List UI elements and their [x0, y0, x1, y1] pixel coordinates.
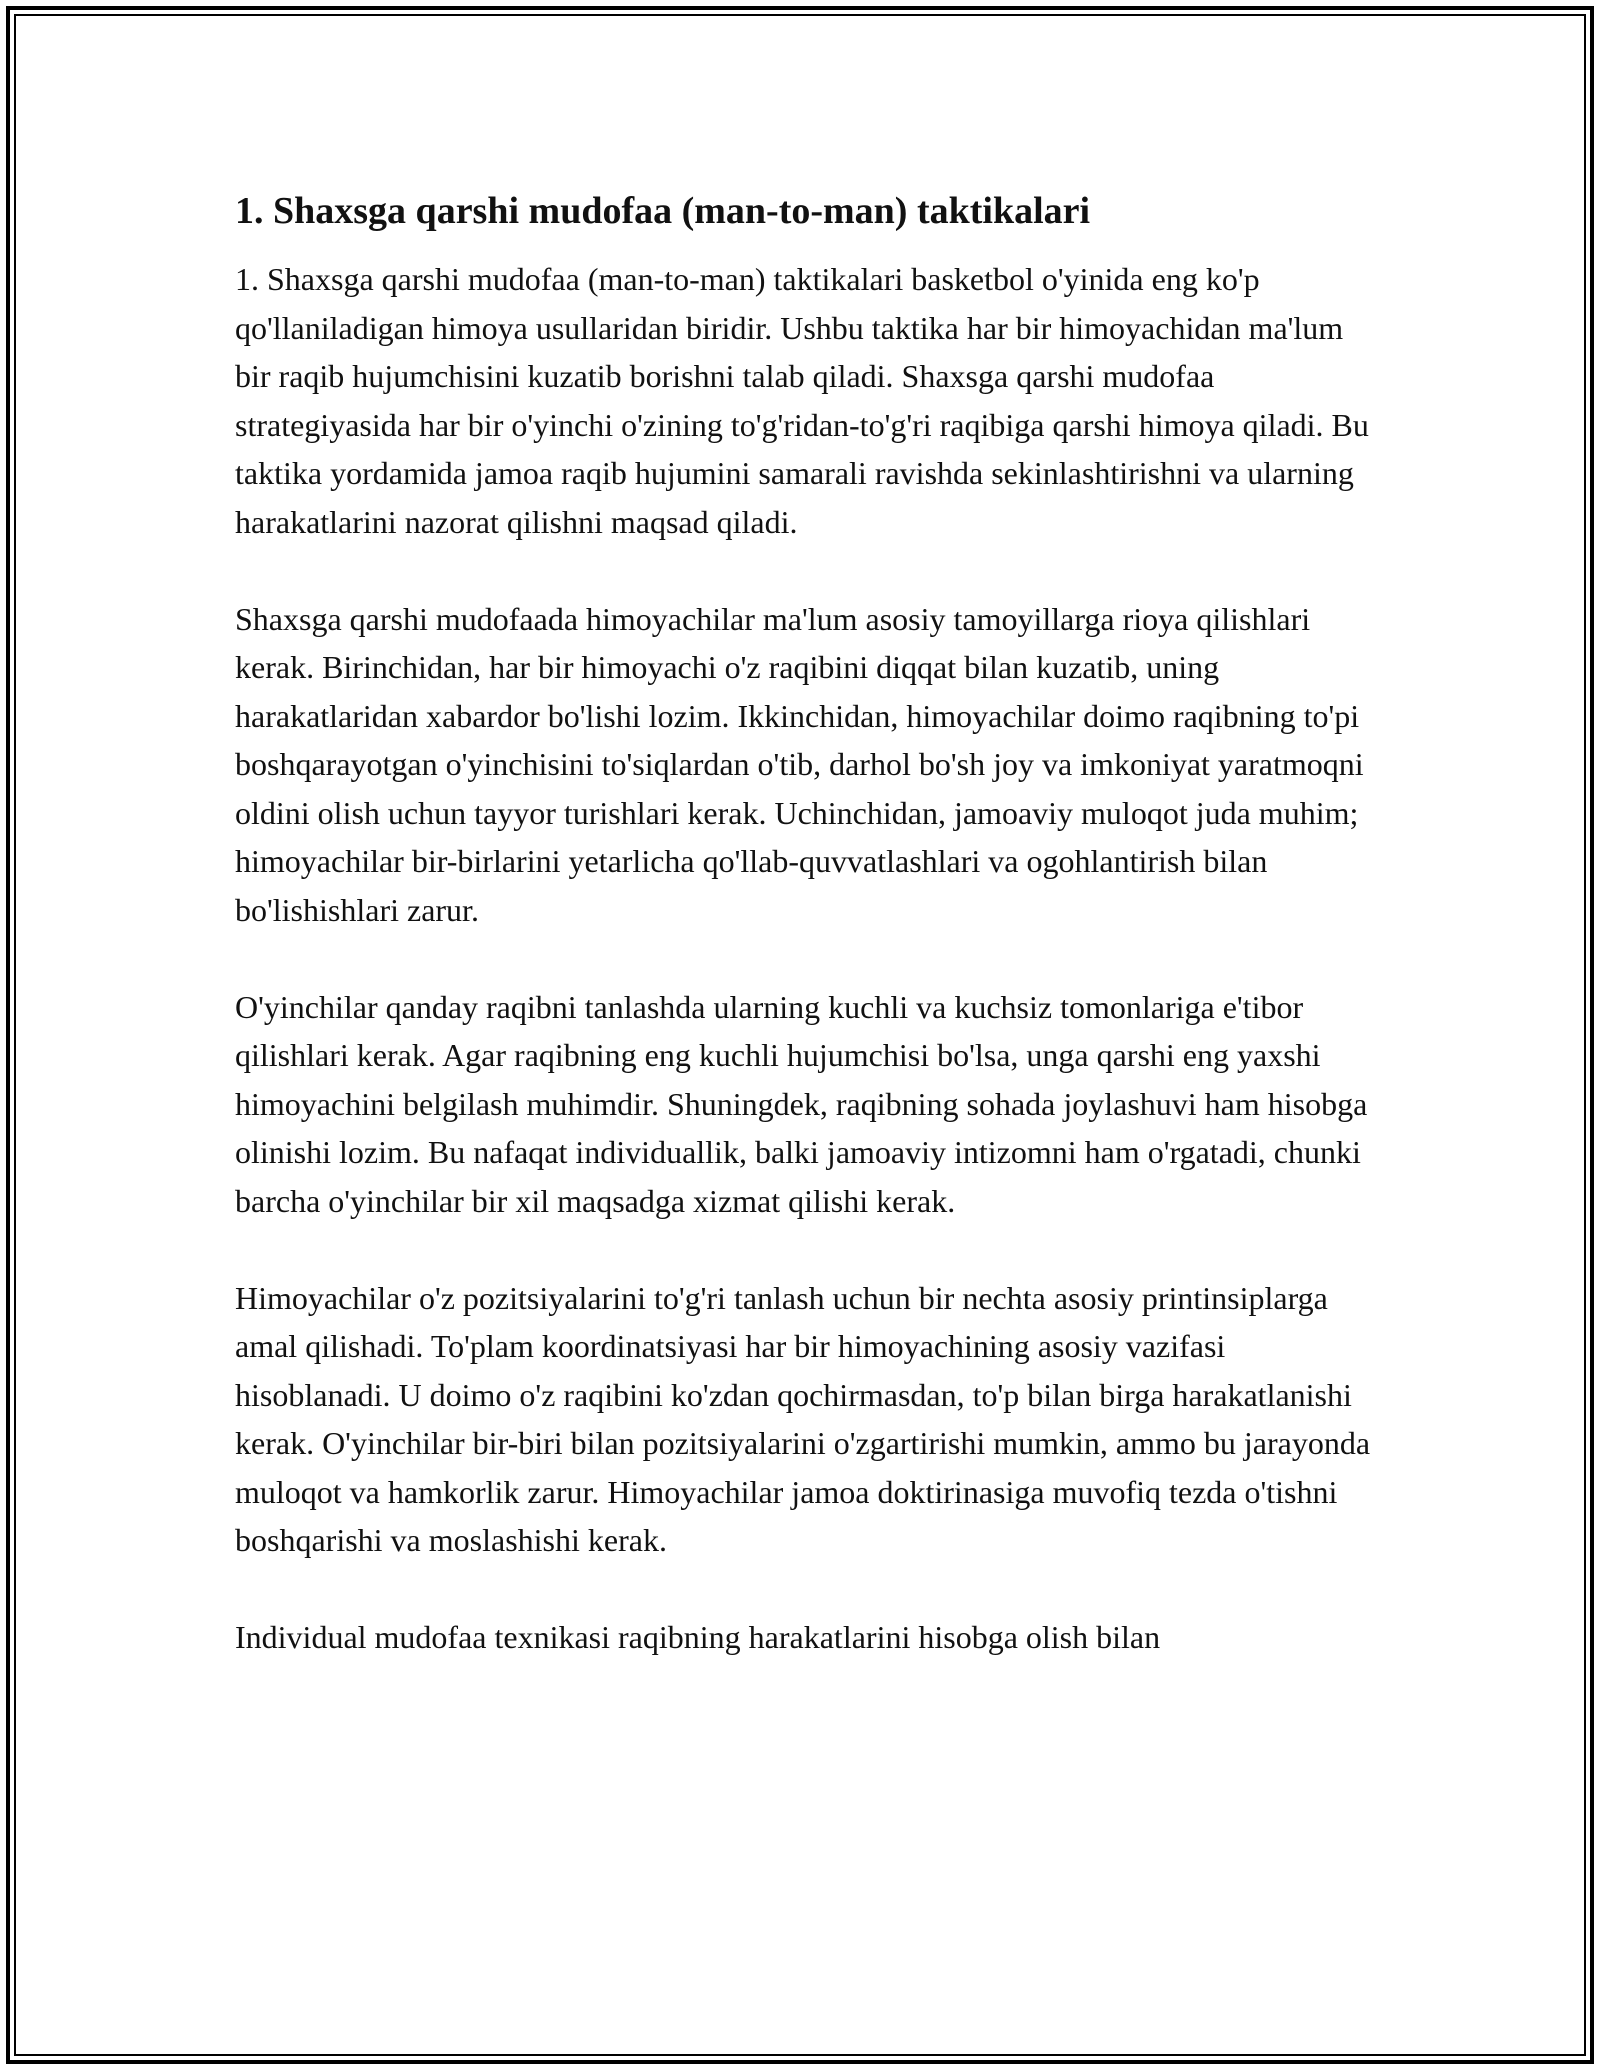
paragraph-4: Himoyachilar o'z pozitsiyalarini to'g'ri tanlash uchun bir nechta asosiy printinsiplarga amal qilishadi. To'plam koordinatsiyasi har bir himoyachining asosiy vazifasi hisoblanadi. U doimo o'z raqibini ko'zdan qochirmasdan, to'p bilan birga harakatlanishi kerak. O'yinchilar bir-biri bilan pozitsiyalarini o'zgartirishi mumkin, ammo bu jarayonda muloqot va hamkorlik zarur. Himoyachilar jamoa doktirinasiga muvofiq tezda o'tishni boshqarishi va moslashishi kerak.	[235, 1279, 1371, 1558]
paragraph-3: O'yinchilar qanday raqibni tanlashda ularning kuchli va kuchsiz tomonlariga e'tibor qilishlari kerak. Agar raqibning eng kuchli hujumchisi bo'lsa, unga qarshi eng yaxshi himoyachini belgilash muhimdir. Shuningdek, raqibning sohada joylashuvi ham hisobga olinishi lozim. Bu nafaqat individuallik, balki jamoaviy intizomni ham o'rgatadi, chunki barcha o'yinchilar bir xil maqsadga xizmat qilishi kerak.	[235, 988, 1368, 1219]
document-body	[235, 185, 1375, 1710]
paragraph-2: Shaxsga qarshi mudofaada himoyachilar ma'lum asosiy tamoyillarga rioya qilishlari kerak. Birinchidan, har bir himoyachi o'z raqibini diqqat bilan kuzatib, uning harakatlaridan xabardor bo'lishi lozim. Ikkinchidan, himoyachilar doimo raqibning to'pi boshqarayotgan o'yinchisini to'siqlardan o'tib, darhol bo'sh joy va imkoniyat yaratmoqni oldini olish uchun tayyor turishlari kerak. Uchinchidan, jamoaviy muloqot juda muhim; himoyachilar bir-birlarini yetarlicha qo'llab-quvvatlashlari va ogohlantirish bilan bo'lishishlari zarur.	[235, 600, 1364, 928]
paragraph-5: Individual mudofaa texnikasi raqibning harakatlarini hisobga olish bilan	[235, 1619, 1161, 1655]
paragraph-1: 1. Shaxsga qarshi mudofaa (man-to-man) taktikalari basketbol o'yinida eng ko'p qo'llaniladigan himoya usullaridan biridir. Ushbu taktika har bir himoyachidan ma'lum bir raqib hujumchisini kuzatib borishni talab qiladi. Shaxsga qarshi mudofaa strategiyasida har bir o'yinchi o'zining to'g'ridan-to'g'ri raqibiga qarshi himoya qiladi. Bu taktika yordamida jamoa raqib hujumini samarali ravishda sekinlashtirishni va ularning harakatlarini nazorat qilishni maqsad qiladi.	[235, 261, 1369, 540]
section-heading: 1. Shaxsga qarshi mudofaa (man-to-man) taktikalari	[235, 190, 1091, 232]
